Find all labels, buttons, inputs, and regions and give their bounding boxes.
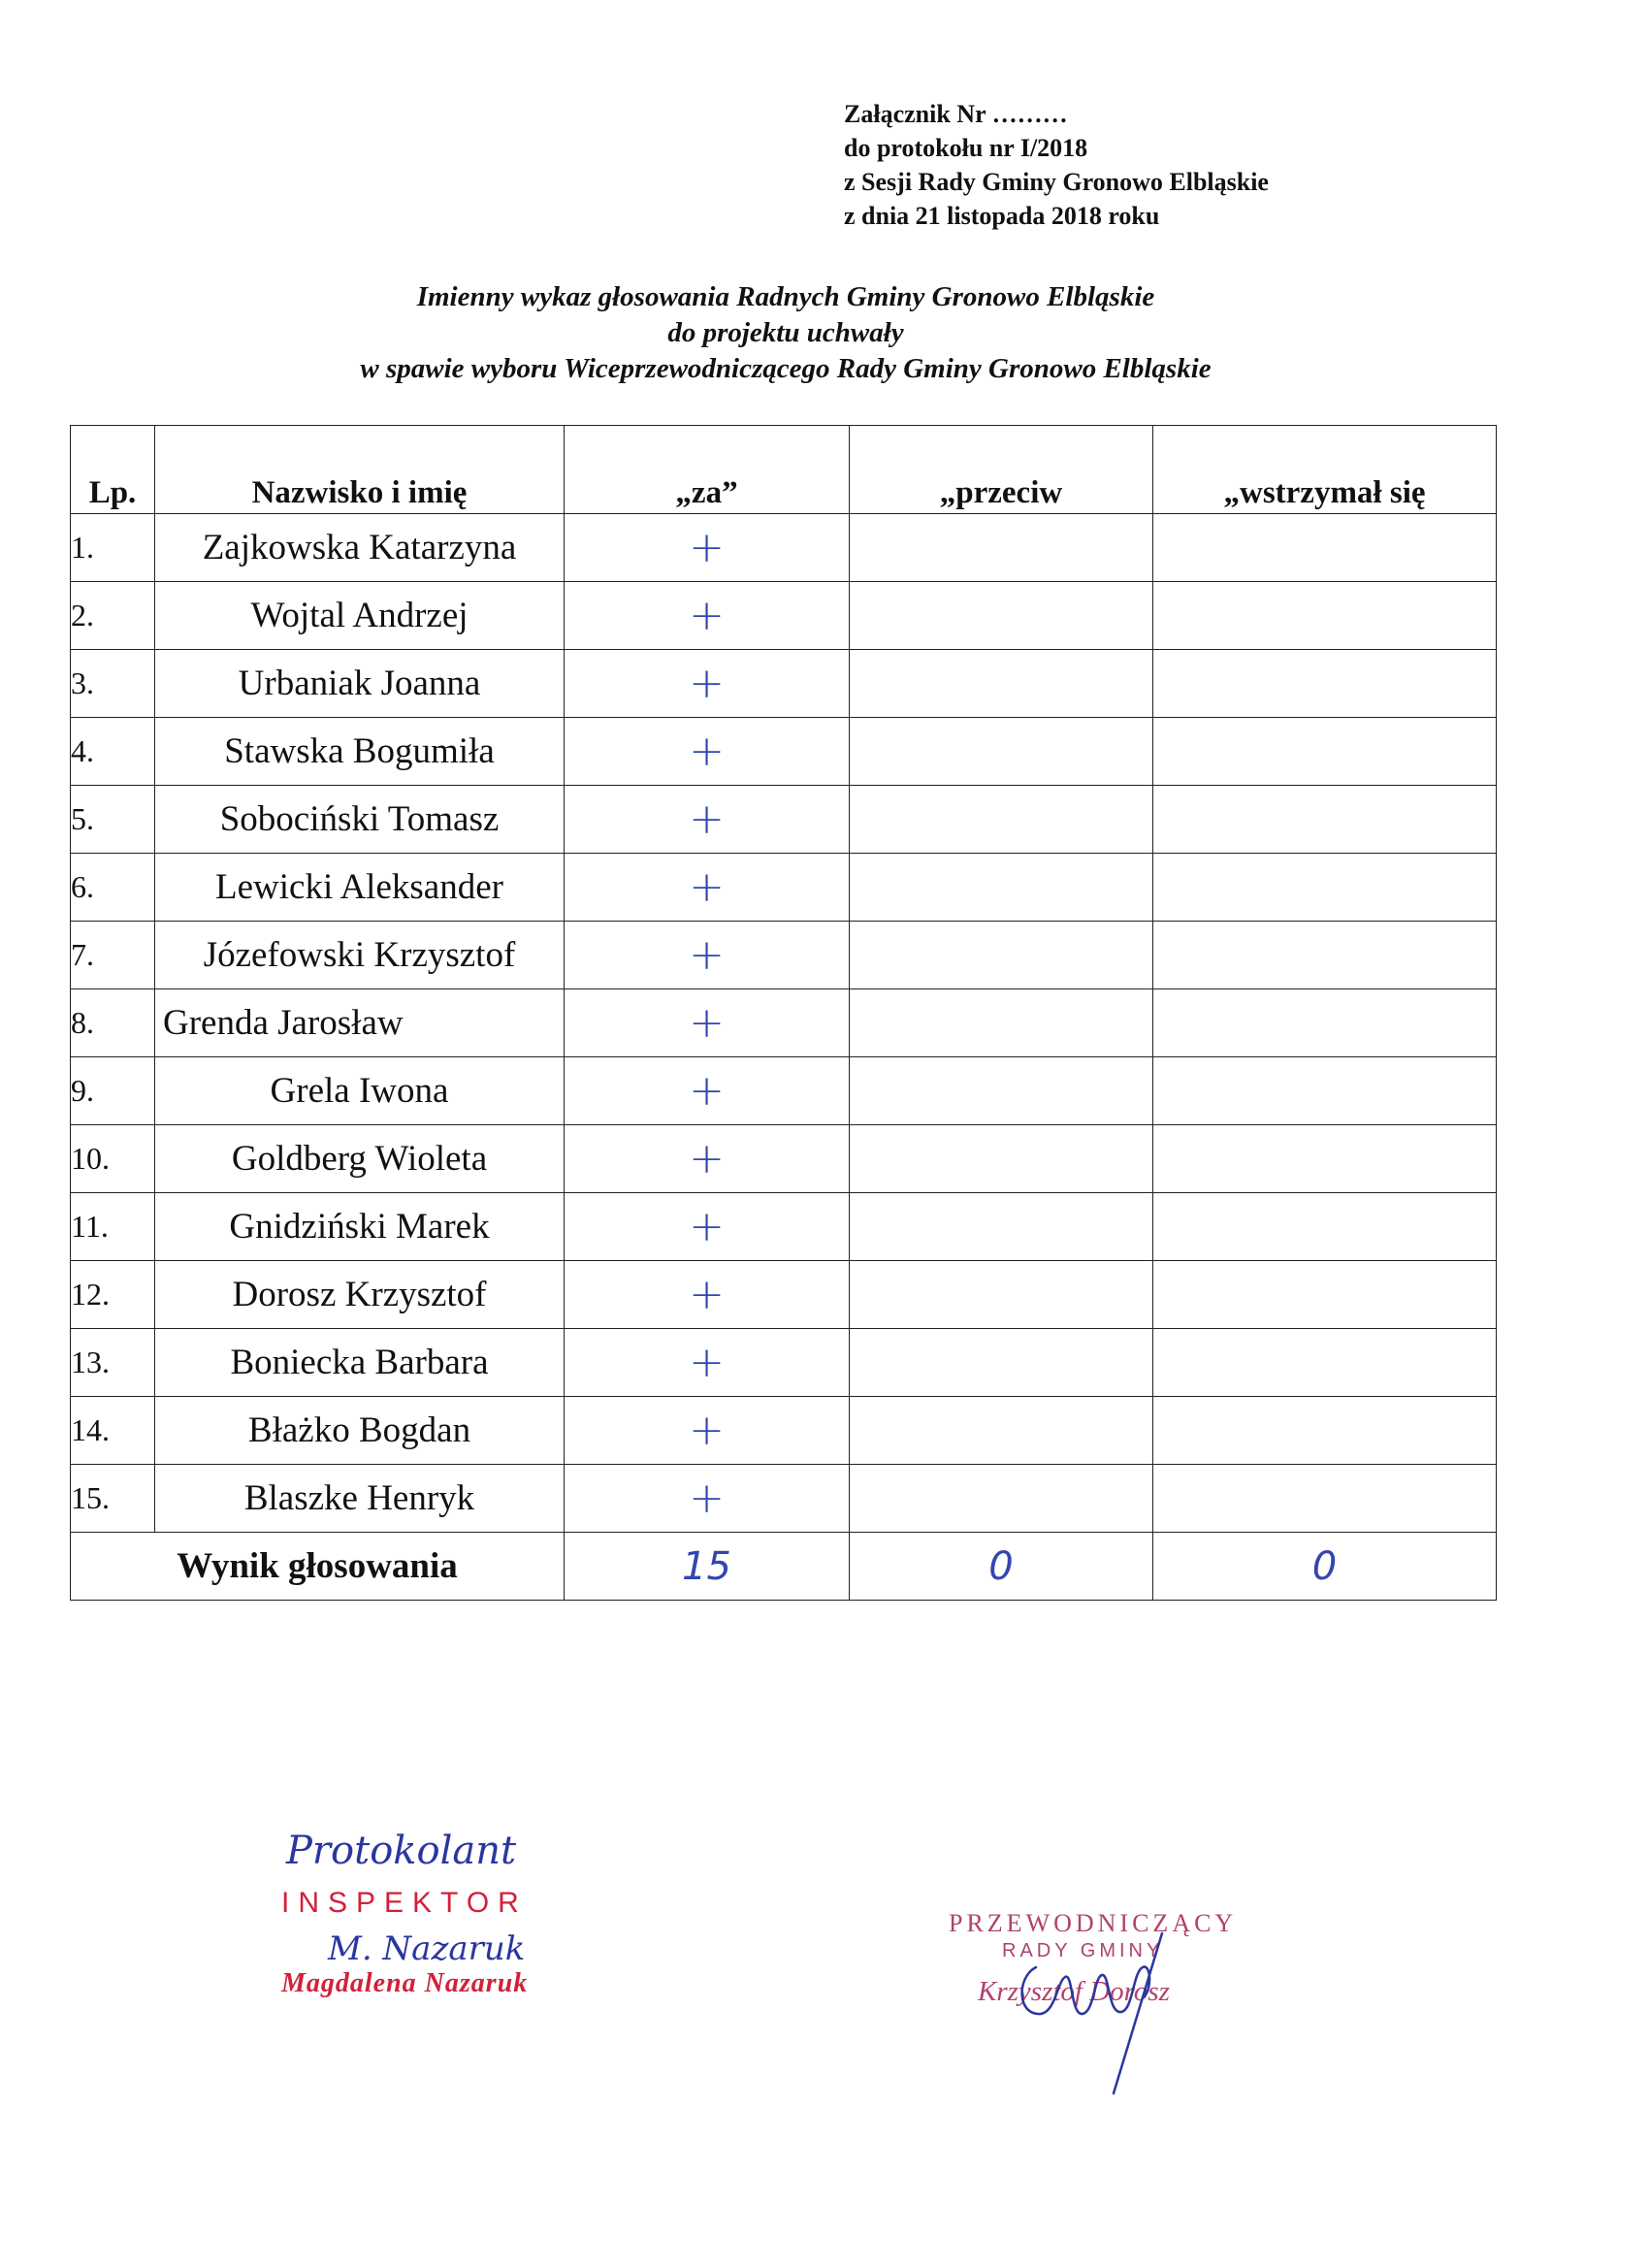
row-name: Dorosz Krzysztof <box>155 1261 565 1329</box>
stamp-chairman-title: PRZEWODNICZĄCY <box>949 1909 1238 1937</box>
row-lp: 10. <box>71 1125 155 1193</box>
vote-za-mark: + <box>565 1329 850 1397</box>
vote-przeciw-cell <box>850 1329 1153 1397</box>
vote-wstrzymal-cell <box>1153 1057 1497 1125</box>
table-row <box>71 1193 1497 1261</box>
vote-wstrzymal-cell <box>1153 1329 1497 1397</box>
vote-przeciw-cell <box>850 514 1153 582</box>
row-name: Grela Iwona <box>155 1057 565 1125</box>
vote-za-mark: + <box>565 650 850 718</box>
vote-wstrzymal-cell <box>1153 1397 1497 1465</box>
document-title <box>0 279 1571 387</box>
title-line-2: do projektu uchwały <box>667 317 904 348</box>
row-name: Sobociński Tomasz <box>155 786 565 854</box>
vote-przeciw-cell <box>850 922 1153 989</box>
row-lp: 4. <box>71 718 155 786</box>
row-name: Błażko Bogdan <box>155 1397 565 1465</box>
vote-wstrzymal-cell <box>1153 786 1497 854</box>
row-lp: 13. <box>71 1329 155 1397</box>
row-name: Goldberg Wioleta <box>155 1125 565 1193</box>
header-wstrzymal: „wstrzymał się <box>1153 426 1497 514</box>
row-name: Lewicki Aleksander <box>155 854 565 922</box>
row-lp: 6. <box>71 854 155 922</box>
annex-date: z dnia 21 listopada 2018 roku <box>844 202 1160 230</box>
table-row <box>71 582 1497 650</box>
table-row <box>71 1397 1497 1465</box>
chairman-signature-block <box>949 1909 1259 2008</box>
table-row <box>71 1465 1497 1533</box>
table-row <box>71 1125 1497 1193</box>
vote-wstrzymal-cell <box>1153 1465 1497 1533</box>
vote-wstrzymal-cell <box>1153 718 1497 786</box>
vote-przeciw-cell <box>850 1125 1153 1193</box>
vote-za-mark: + <box>565 718 850 786</box>
annex-number: Załącznik Nr ……… <box>844 100 1068 128</box>
vote-wstrzymal-cell <box>1153 1261 1497 1329</box>
row-name: Wojtal Andrzej <box>155 582 565 650</box>
vote-wstrzymal-cell <box>1153 922 1497 989</box>
voting-table <box>70 425 1497 1601</box>
vote-przeciw-cell <box>850 1397 1153 1465</box>
row-name: Józefowski Krzysztof <box>155 922 565 989</box>
vote-za-mark: + <box>565 514 850 582</box>
row-name: Boniecka Barbara <box>155 1329 565 1397</box>
row-lp: 12. <box>71 1261 155 1329</box>
handwritten-initials: M. Nazaruk <box>328 1929 526 1968</box>
vote-wstrzymal-cell <box>1153 854 1497 922</box>
row-name: Zajkowska Katarzyna <box>155 514 565 582</box>
vote-wstrzymal-cell <box>1153 582 1497 650</box>
table-row <box>71 786 1497 854</box>
header-za: „za” <box>565 426 850 514</box>
result-wstrzymal: 0 <box>1153 1533 1497 1601</box>
annex-session: z Sesji Rady Gminy Gronowo Elbląskie <box>844 168 1269 196</box>
table-row <box>71 922 1497 989</box>
table-row <box>71 854 1497 922</box>
row-lp: 14. <box>71 1397 155 1465</box>
row-lp: 5. <box>71 786 155 854</box>
title-line-3: w spawie wyboru Wiceprzewodniczącego Rady Gminy Gronowo Elbląskie <box>360 353 1212 384</box>
vote-przeciw-cell <box>850 854 1153 922</box>
table-row <box>71 1329 1497 1397</box>
vote-przeciw-cell <box>850 1057 1153 1125</box>
table-row <box>71 1261 1497 1329</box>
result-za: 15 <box>565 1533 850 1601</box>
vote-wstrzymal-cell <box>1153 514 1497 582</box>
result-row <box>71 1533 1497 1601</box>
table-row <box>71 514 1497 582</box>
vote-wstrzymal-cell <box>1153 650 1497 718</box>
handwritten-role: Protokolant <box>286 1829 517 1873</box>
stamp-name-nazaruk: Magdalena Nazaruk <box>281 1968 529 1998</box>
annex-header <box>844 97 1269 233</box>
result-przeciw: 0 <box>850 1533 1153 1601</box>
row-lp: 7. <box>71 922 155 989</box>
result-label: Wynik głosowania <box>71 1533 565 1601</box>
protokolant-signature-block <box>281 1829 528 1999</box>
header-name: Nazwisko i imię <box>155 426 565 514</box>
vote-za-mark: + <box>565 1193 850 1261</box>
vote-wstrzymal-cell <box>1153 1193 1497 1261</box>
vote-za-mark: + <box>565 1057 850 1125</box>
row-name: Grenda Jarosław <box>155 989 565 1057</box>
vote-za-mark: + <box>565 1397 850 1465</box>
vote-przeciw-cell <box>850 650 1153 718</box>
vote-za-mark: + <box>565 1465 850 1533</box>
row-name: Gnidziński Marek <box>155 1193 565 1261</box>
row-name: Stawska Bogumiła <box>155 718 565 786</box>
row-name: Urbaniak Joanna <box>155 650 565 718</box>
stamp-name-dorosz: Krzysztof Dorosz <box>978 1976 1170 2007</box>
stamp-inspektor: INSPEKTOR <box>281 1887 528 1919</box>
table-header-row <box>71 426 1497 514</box>
header-lp: Lp. <box>71 426 155 514</box>
annex-protocol: do protokołu nr I/2018 <box>844 134 1088 162</box>
vote-za-mark: + <box>565 1125 850 1193</box>
vote-za-mark: + <box>565 922 850 989</box>
vote-przeciw-cell <box>850 1465 1153 1533</box>
table-row <box>71 989 1497 1057</box>
vote-za-mark: + <box>565 854 850 922</box>
vote-za-mark: + <box>565 582 850 650</box>
signature-scribble-icon <box>997 1928 1191 2103</box>
row-name: Blaszke Henryk <box>155 1465 565 1533</box>
vote-przeciw-cell <box>850 989 1153 1057</box>
vote-wstrzymal-cell <box>1153 1125 1497 1193</box>
row-lp: 9. <box>71 1057 155 1125</box>
vote-za-mark: + <box>565 1261 850 1329</box>
table-row <box>71 650 1497 718</box>
row-lp: 2. <box>71 582 155 650</box>
vote-za-mark: + <box>565 989 850 1057</box>
row-lp: 1. <box>71 514 155 582</box>
row-lp: 8. <box>71 989 155 1057</box>
table-row <box>71 1057 1497 1125</box>
stamp-council: RADY GMINY <box>1002 1940 1164 1961</box>
row-lp: 15. <box>71 1465 155 1533</box>
row-lp: 3. <box>71 650 155 718</box>
vote-przeciw-cell <box>850 582 1153 650</box>
header-przeciw: „przeciw <box>850 426 1153 514</box>
table-row <box>71 718 1497 786</box>
vote-przeciw-cell <box>850 718 1153 786</box>
title-line-1: Imienny wykaz głosowania Radnych Gminy Gronowo Elbląskie <box>416 281 1155 312</box>
vote-przeciw-cell <box>850 786 1153 854</box>
row-lp: 11. <box>71 1193 155 1261</box>
vote-za-mark: + <box>565 786 850 854</box>
vote-przeciw-cell <box>850 1193 1153 1261</box>
vote-wstrzymal-cell <box>1153 989 1497 1057</box>
vote-przeciw-cell <box>850 1261 1153 1329</box>
